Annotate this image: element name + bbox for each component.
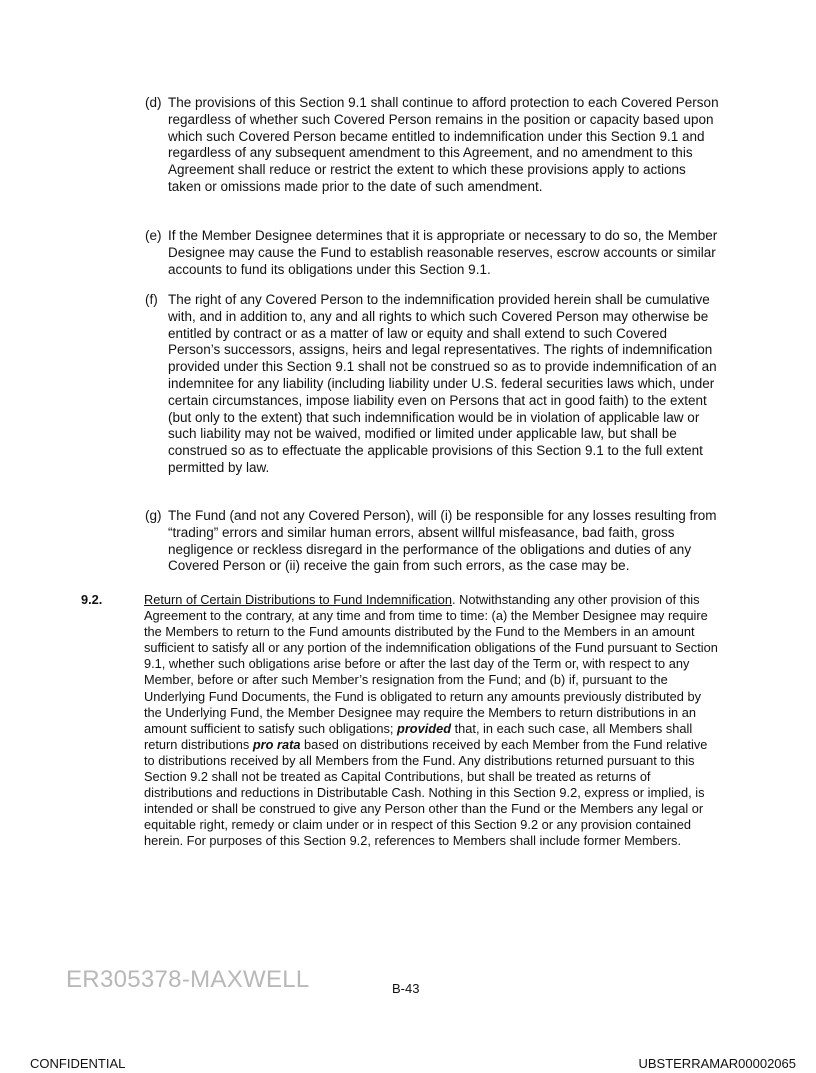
clause-label: (e) [145, 228, 162, 243]
pro-rata-emphasis: pro rata [252, 736, 301, 752]
clause-d [145, 95, 720, 196]
clause-e [145, 228, 720, 278]
confidential-label: CONFIDENTIAL [30, 1056, 126, 1071]
clause-text: If the Member Designee determines that it is appropriate or necessary to do so, the Member Designee may cause the Fund to establish reasonable reserves, escrow accounts or similar accounts to fund its obligations under this Section 9.1. [168, 228, 718, 277]
section-text-3: based on distributions received by each Member from the Fund relative to distributions received by all Members from the Fund. Any distributions returned pursuant to this Section 9.2 shall not be treated as Capital Contributions, but shall be treated as returns of distributions and reductions in Distributable Cash. Nothing in this Section 9.2, express or implied, is intended or shall be construed to give any Person other than the Fund or the Members any legal or equitable right, remedy or claim under or in respect of this Section 9.2 or any provision contained herein. For purposes of this Section 9.2, references to Members shall include former Members. [144, 736, 708, 849]
provided-emphasis: provided [397, 720, 452, 736]
section-text-1: Notwithstanding any other provision of this Agreement to the contrary, at any time and from time to time: (a) the Member Designee may require the Members to return to the Fund amounts distributed by the Fund to the Members in an amount sufficient to satisfy all or any portion of the indemnification obligations of the Fund pursuant to Section 9.1, whether such obligations arise before or after the last day of the Term or, with respect to any Member, before or after such Member’s resignation from the Fund; and (b) if, pursuant to the Underlying Fund Documents, the Fund is obligated to return any amounts previously distributed by the Underlying Fund, the Member Designee may require the Members to return distributions in an amount sufficient to satisfy such obligations; [144, 592, 718, 736]
page-number: B-43 [392, 981, 420, 996]
clause-text: The Fund (and not any Covered Person), will (i) be responsible for any losses resulting from “trading” errors and similar human errors, absent willful misfeasance, bad faith, gross negligence or reckless disregard in the performance of the obligations and duties of any Covered Person or (ii) receive the gain from such errors, as the case may be. [168, 508, 717, 574]
exhibit-stamp: ER305378-MAXWELL [66, 966, 310, 993]
clause-text: The right of any Covered Person to the indemnification provided herein shall be cumulative with, and in addition to, any and all rights to which such Covered Person may otherwise be entitled by contract or as a matter of law or equity and shall extend to such Covered Person’s successors, assigns, heirs and legal representatives. The rights of indemnification provided under this Section 9.1 shall not be construed so as to provide indemnification of an indemnitee for any liability (including liability under U.S. federal securities laws which, under certain circumstances, impose liability even on Persons that act in good faith) to the extent (but only to the extent) that such indemnification would be in violation of applicable law or such liability may not be waived, modified or limited under applicable law, but shall be construed so as to effectuate the applicable provisions of this Section 9.1 to the full extent permitted by law. [168, 292, 717, 475]
clause-f [145, 292, 720, 477]
section-number: 9.2. [81, 592, 103, 607]
clause-text: The provisions of this Section 9.1 shall continue to afford protection to each Covered Person regardless of whether such Covered Person remains in the position or capacity based upon which such Covered Person became entitled to indemnification under this Section 9.1 and regardless of any subsequent amendment to this Agreement, and no amendment to this Agreement shall reduce or restrict the extent to which these provisions apply to actions taken or omissions made prior to the date of such amendment. [168, 95, 719, 194]
section-text-2: that, in each such case, all Members shall return distributions [144, 720, 693, 752]
bates-number: UBSTERRAMAR00002065 [638, 1056, 796, 1071]
clause-g [145, 508, 720, 575]
section-body [144, 592, 721, 850]
section-9-2 [81, 592, 721, 850]
section-heading-period: . [452, 592, 456, 607]
clause-label: (d) [145, 95, 162, 110]
clause-label: (f) [145, 292, 158, 307]
clause-label: (g) [145, 508, 162, 523]
section-heading: Return of Certain Distributions to Fund Indemnification [144, 592, 452, 607]
